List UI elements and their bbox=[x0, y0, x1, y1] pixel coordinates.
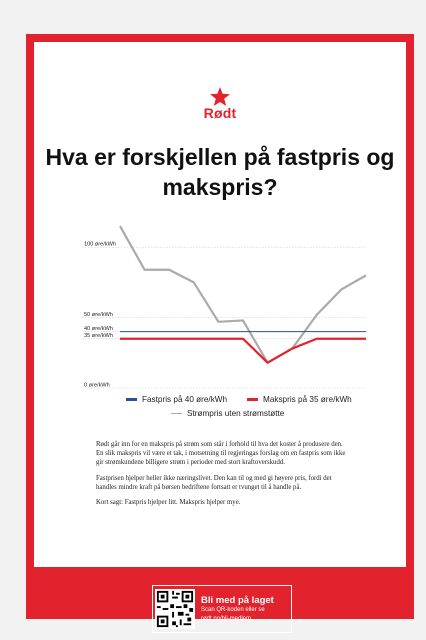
join-text bbox=[201, 595, 274, 623]
legend-label-stromspris: Strømpris uten strømstøtte bbox=[187, 409, 285, 418]
y-tick-label: 40 øre/kWh bbox=[84, 326, 113, 333]
poster-content bbox=[34, 42, 406, 567]
qr-code-icon[interactable] bbox=[155, 589, 195, 629]
rodt-logo bbox=[34, 87, 406, 121]
paragraph-2: Fastprisen hjelper heller ikke næringslivet. Den kan til og med gi høyere pris, fordi det handles mindre kraft på børsen bedriftene fortsatt er tvunget til å handle på. bbox=[96, 474, 332, 491]
legend-swatch-gray bbox=[171, 413, 182, 414]
y-tick-label: 0 øre/kWh bbox=[84, 382, 110, 389]
join-box[interactable] bbox=[152, 585, 292, 633]
y-tick-label: 50 øre/kWh bbox=[84, 312, 113, 319]
price-chart bbox=[34, 212, 406, 392]
logo-text: Rødt bbox=[203, 105, 237, 121]
poster-title: Hva er forskjellen på fastpris og makspris? bbox=[45, 144, 395, 200]
legend-label-fastpris: Fastpris på 40 øre/kWh bbox=[142, 395, 228, 404]
legend-label-makspris: Makspris på 35 øre/kWh bbox=[263, 395, 352, 404]
legend-item-fastpris bbox=[126, 395, 227, 404]
footer bbox=[26, 567, 414, 622]
legend-swatch-red bbox=[247, 398, 258, 401]
series-line-2 bbox=[120, 226, 366, 363]
legend-item-makspris bbox=[247, 395, 352, 404]
join-line-1: Scan QR-koden eller se bbox=[201, 607, 265, 613]
body-text bbox=[96, 440, 348, 513]
join-title: Bli med på laget bbox=[201, 595, 274, 606]
poster bbox=[26, 34, 414, 622]
join-url[interactable]: rødt.no/bli-medlem bbox=[201, 615, 252, 622]
series-line-1 bbox=[120, 339, 366, 363]
paragraph-3: Kort sagt: Fastpris hjelper litt. Makspris hjelper mye. bbox=[96, 499, 241, 507]
star-icon bbox=[209, 87, 231, 107]
y-tick-label: 100 øre/kWh bbox=[84, 241, 117, 248]
paragraph-1: Rødt går inn for en makspris på strøm som står i forhold til hva det koster å produsere den. En slik makspris vil være et tak, i motsetning til regjeringas forslag om en fastpris som ikke gir strømkundene billigere strøm i perioder med stort kraftoverskudd. bbox=[96, 441, 346, 467]
y-tick-label: 35 øre/kWh bbox=[84, 333, 113, 340]
legend-item-stromspris bbox=[171, 409, 284, 418]
legend-swatch-blue bbox=[126, 398, 137, 401]
